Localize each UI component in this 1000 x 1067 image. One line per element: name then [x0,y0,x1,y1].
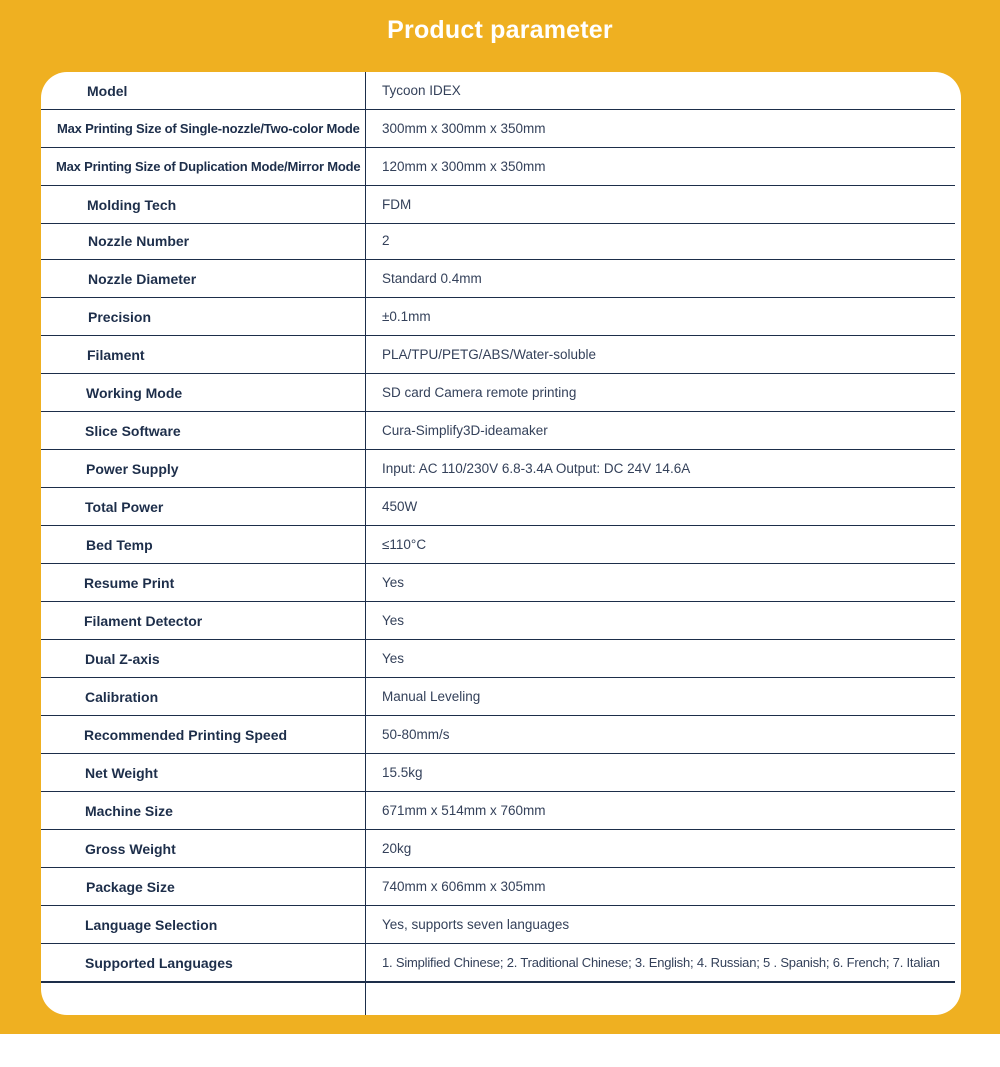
param-value: 15.5kg [382,765,423,780]
table-row [41,72,955,110]
param-value: 671mm x 514mm x 760mm [382,803,546,818]
param-label: Dual Z-axis [85,651,160,667]
param-value: Yes [382,651,405,666]
param-label: Nozzle Diameter [88,271,197,287]
param-value: SD card Camera remote printing [382,385,577,400]
param-label: Recommended Printing Speed [84,727,288,743]
table-row [41,754,955,792]
param-label: Bed Temp [86,537,153,553]
param-value: 120mm x 300mm x 350mm [382,159,546,174]
param-value: ≤110°C [382,537,427,552]
param-value: Yes, supports seven languages [382,917,570,932]
table-row [41,944,955,982]
param-value: 740mm x 606mm x 305mm [382,879,546,894]
param-label: Machine Size [85,803,173,819]
table-row [41,526,955,564]
table-row [41,222,955,260]
param-label: Max Printing Size of Single-nozzle/Two-color Mode [57,121,360,136]
parameter-table [41,72,961,1015]
param-label: Working Mode [86,385,183,401]
table-row [41,374,955,412]
table-row-empty [41,982,955,1020]
table-row [41,564,955,602]
table-row [41,602,955,640]
table-row [41,260,955,298]
param-label: Molding Tech [87,197,177,213]
param-label: Resume Print [84,575,175,591]
table-row [41,336,955,374]
row-divider [41,982,955,983]
param-value: FDM [382,197,412,212]
table-row [41,716,955,754]
param-value: ±0.1mm [382,309,431,324]
param-label: Slice Software [85,423,181,439]
param-label: Supported Languages [85,955,233,971]
param-label: Filament [87,347,145,363]
param-label: Power Supply [86,461,179,477]
table-row [41,110,955,148]
table-row [41,412,955,450]
param-value: Yes [382,613,405,628]
table-row [41,450,955,488]
param-label: Calibration [85,689,159,705]
param-label: Filament Detector [84,613,203,629]
param-value: 2 [382,233,390,248]
table-row [41,186,955,224]
param-value: Yes [382,575,405,590]
page-title: Product parameter [387,16,613,44]
table-row [41,868,955,906]
param-value: 50-80mm/s [382,727,450,742]
param-value: Tycoon IDEX [382,83,461,98]
param-value: Manual Leveling [382,689,481,704]
param-label: Nozzle Number [88,233,190,249]
table-row [41,488,955,526]
param-value: 450W [382,499,418,514]
param-value: 20kg [382,841,412,856]
param-label: Model [87,83,128,99]
param-value: 300mm x 300mm x 350mm [382,121,546,136]
param-value: Cura-Simplify3D-ideamaker [382,423,548,438]
param-label: Total Power [85,499,164,515]
table-row [41,830,955,868]
table-row [41,678,955,716]
param-label: Package Size [86,879,175,895]
table-row [41,298,955,336]
param-label: Net Weight [85,765,158,781]
table-row [41,906,955,944]
param-value: PLA/TPU/PETG/ABS/Water-soluble [382,347,597,362]
param-label: Language Selection [85,917,218,933]
param-label: Max Printing Size of Duplication Mode/Mirror Mode [56,159,361,174]
table-row [41,792,955,830]
param-value: Standard 0.4mm [382,271,482,286]
param-label: Gross Weight [85,841,176,857]
param-value: Input: AC 110/230V 6.8-3.4A Output: DC 24V 14.6A [382,461,691,476]
table-row [41,148,955,186]
table-row [41,640,955,678]
param-label: Precision [88,309,152,325]
param-value: 1. Simplified Chinese; 2. Traditional Chinese; 3. English; 4. Russian; 5 . Spanish; 6. French; 7. Italian [382,955,940,970]
